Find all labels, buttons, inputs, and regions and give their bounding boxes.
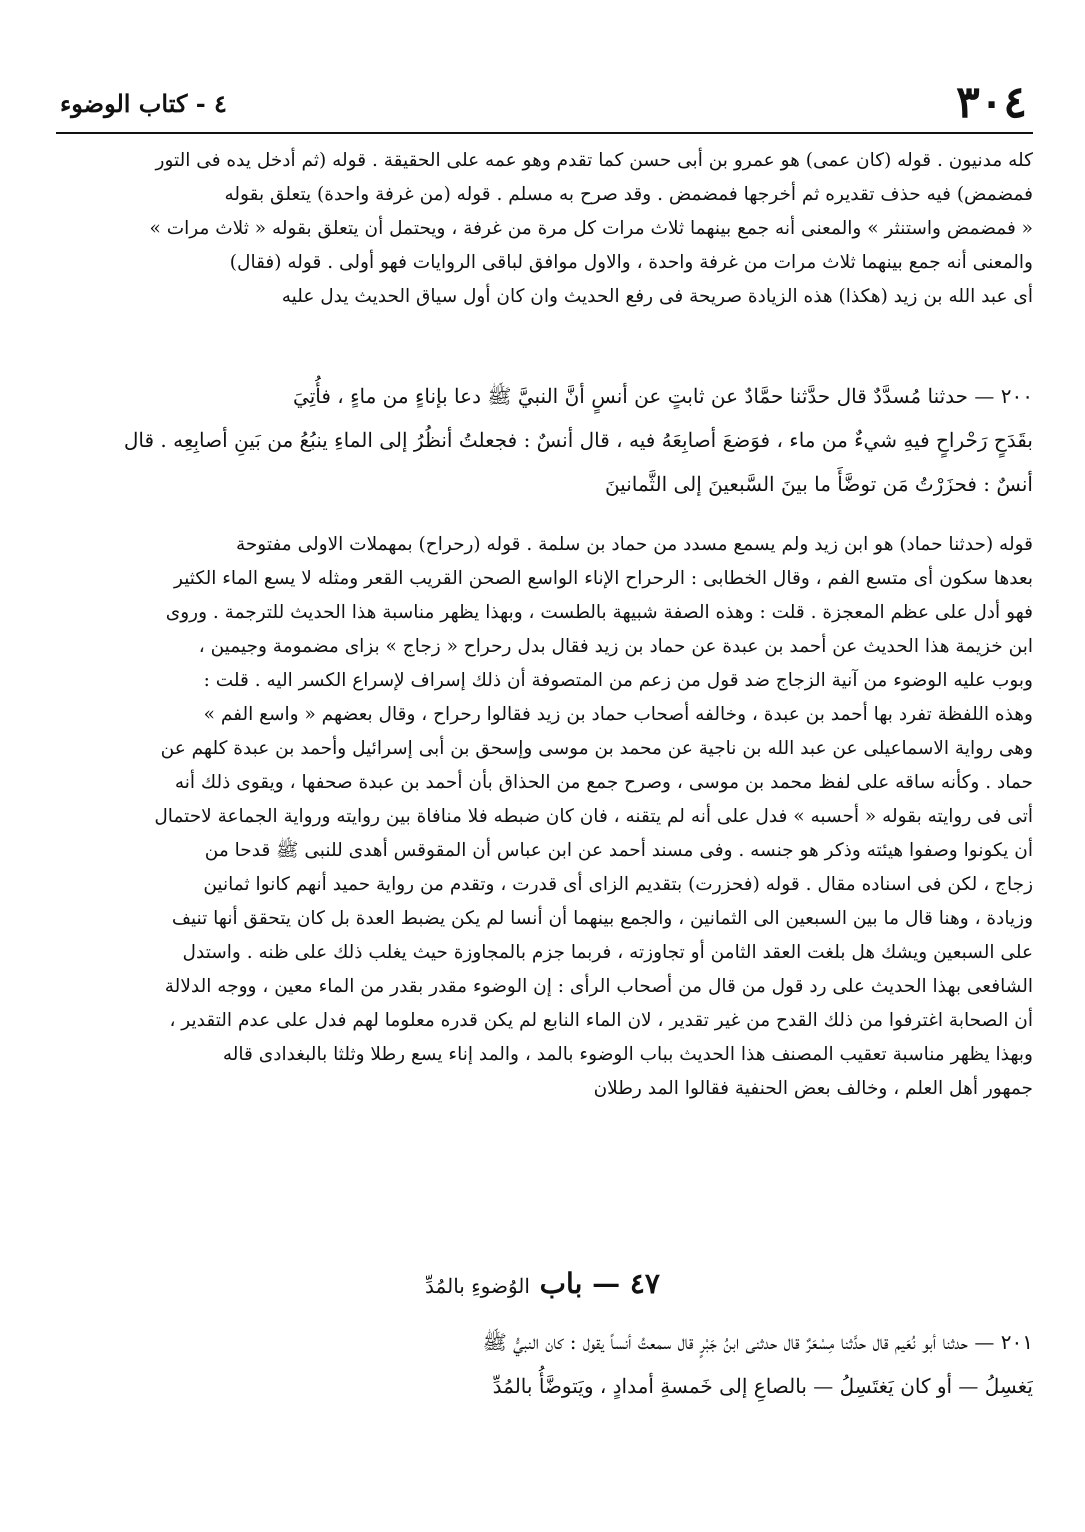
commentary-line: بعدها سكون أى متسع الفم ، وقال الخطابى : الرحراح الإناء الواسع الصحن القريب القعر ومثله لا يسع الماء الكثير: [173, 568, 1033, 589]
running-title: ٤ - كتاب الوضوء: [60, 89, 227, 118]
commentary-line: كله مدنيون . قوله (كان عمى) هو عمرو بن أبى حسن كما تقدم وهو عمه على الحقيقة . قوله (ثم أدخل يده فى التور: [155, 150, 1033, 171]
commentary-line: وهذه اللفظة تفرد بها أحمد بن عبدة ، وخالفه أصحاب حماد بن زيد فقالوا رحراح ، وقال بعضهم « واسع الفم »: [203, 704, 1033, 725]
commentary-line: فهو أدل على عظم المعجزة . قلت : وهذه الصفة شبيهة بالطست ، وبهذا يظهر مناسبة هذا الحديث للترجمة . وروى: [165, 602, 1033, 623]
chapter-label: باب: [539, 1267, 583, 1300]
commentary-line: الشافعى بهذا الحديث على رد قول من قال من أصحاب الرأى : إن الوضوء مقدر بقدر من الماء معين ، ووجه الدلالة: [164, 976, 1033, 997]
commentary-line: أتى فى روايته بقوله « أحسبه » فدل على أنه لم يتقنه ، فان كان ضبطه فلا منافاة بين روايته ورواية الجماعة لاحتمال: [154, 806, 1033, 827]
hadith-line: يَغسِلُ — أو كان يَغتَسِلُ — بالصاعِ إلى خَمسةِ أمدادٍ ، ويَتوضَّأُ بالمُدِّ: [492, 1374, 1033, 1398]
commentary-line: زجاج ، لكن فى اسناده مقال . قوله (فحزرت) بتقديم الزاى أى قدرت ، وتقدم من رواية حميد أنهم كانوا ثمانين: [203, 874, 1033, 895]
hadith-line: بقَدَحٍ رَحْراحٍ فيهِ شيءٌ من ماء ، فوَضعَ أصابِعَهُ فيه ، قال أنسٌ : فجعلتُ أنظُرُ إلى الماءِ ينبُعُ من بَينِ أصابِعِه . قال: [123, 428, 1033, 452]
commentary-line: وبهذا يظهر مناسبة تعقيب المصنف هذا الحديث بباب الوضوء بالمد ، والمد إناء يسع رطلا وثلثا بالبغدادى قاله: [222, 1044, 1033, 1065]
commentary-line: جمهور أهل العلم ، وخالف بعض الحنفية فقالوا المد رطلان: [593, 1078, 1033, 1099]
commentary-line: ابن خزيمة هذا الحديث عن أحمد بن عبدة عن حماد بن زيد فقال بدل رحراح « زجاج » بزاى مضمومة وجيمين ،: [198, 636, 1033, 657]
commentary-block-1: [60, 144, 1033, 314]
commentary-line: وهى رواية الاسماعيلى عن عبد الله بن ناجية عن محمد بن موسى وإسحق بن أبى إسرائيل وأحمد بن عبدة كلهم عن: [160, 738, 1033, 759]
chapter-title: الوُضوءِ بالمُدِّ: [425, 1274, 530, 1298]
page-number: ٣٠٤: [956, 77, 1027, 128]
hadith-201: [60, 1320, 1033, 1408]
hadith-200: [60, 374, 1033, 506]
commentary-line: أن يكونوا وصفوا هيئته وذكر هو جنسه . وفى مسند أحمد عن ابن عباس أن المقوقس أهدى للنبى ﷺ قدحا من: [204, 840, 1033, 861]
commentary-line: والمعنى أنه جمع بينهما ثلاث مرات من غرفة واحدة ، والاول موافق لباقى الروايات فهو أولى . قوله (فقال): [229, 252, 1033, 273]
chapter-heading: ٤٧ — باب الوُضوءِ بالمُدِّ: [425, 1267, 660, 1300]
commentary-line: وبوب عليه الوضوء من آنية الزجاج ضد قول من زعم من المتصوفة أن ذلك إسراف لإسراع الكسر اليه . قلت :: [203, 670, 1033, 691]
page-header: [56, 78, 1033, 128]
commentary-line: « فمضمض واستنثر » والمعنى أنه جمع بينهما ثلاث مرات كل مرة من غرفة ، ويحتمل أن يتعلق بقوله « ثلاث مرات »: [149, 218, 1033, 239]
commentary-line: على السبعين ويشك هل بلغت العقد الثامن أو تجاوزته ، فربما جزم بالمجاوزة حيث يغلب ذلك على ظنه . واستدل: [182, 942, 1033, 963]
hadith-line: ٢٠٠ — حدثنا مُسدَّدٌ قال حدَّثنا حمَّادٌ عن ثابتٍ عن أنسٍ أنَّ النبيَّ ﷺ دعا بإناءٍ من ماءٍ ، فأُتِيَ: [293, 384, 1033, 408]
header-rule: [56, 132, 1033, 134]
commentary-line: وزيادة ، وهنا قال ما بين السبعين الى الثمانين ، والجمع بينهما أن أنسا لم يكن يضبط العدة بل كان يتحقق أنها تنيف: [171, 908, 1033, 929]
commentary-line: حماد . وكأنه ساقه على لفظ محمد بن موسى ، وصرح جمع من الحذاق بأن أحمد بن عبدة صحفها ، ويقوى ذلك أنه: [174, 772, 1033, 793]
commentary-line: فمضمض) فيه حذف تقديره ثم أخرجها فمضمض . وقد صرح به مسلم . قوله (من غرفة واحدة) يتعلق بقوله: [224, 184, 1033, 205]
hadith-line: ٢٠١ — حدثنا أبو نُعَيم قال حدَّثنا مِسْعَرٌ قال حدثنى ابنُ جَبْرٍ قال سمعتُ أنساً يقول : كان النبيُّ ﷺ: [482, 1330, 1033, 1354]
commentary-line: أى عبد الله بن زيد (هكذا) هذه الزيادة صريحة فى رفع الحديث وان كان أول سياق الحديث يدل عليه: [281, 286, 1033, 307]
commentary-line: أن الصحابة اغترفوا من ذلك القدح من غير تقدير ، لان الماء النابع لم يكن قدره معلوما لهم فدل على عدم التقدير ،: [169, 1010, 1033, 1031]
chapter-number: ٤٧: [629, 1267, 660, 1300]
commentary-block-2: [60, 528, 1033, 1106]
hadith-line: أنسٌ : فحزَرْتُ مَن توضَّأَ ما بينَ السَّبعينَ إلى الثَّمانينَ: [604, 472, 1033, 496]
commentary-line: قوله (حدثنا حماد) هو ابن زيد ولم يسمع مسدد من حماد بن سلمة . قوله (رحراح) بمهملات الاولى مفتوحة: [235, 534, 1033, 555]
